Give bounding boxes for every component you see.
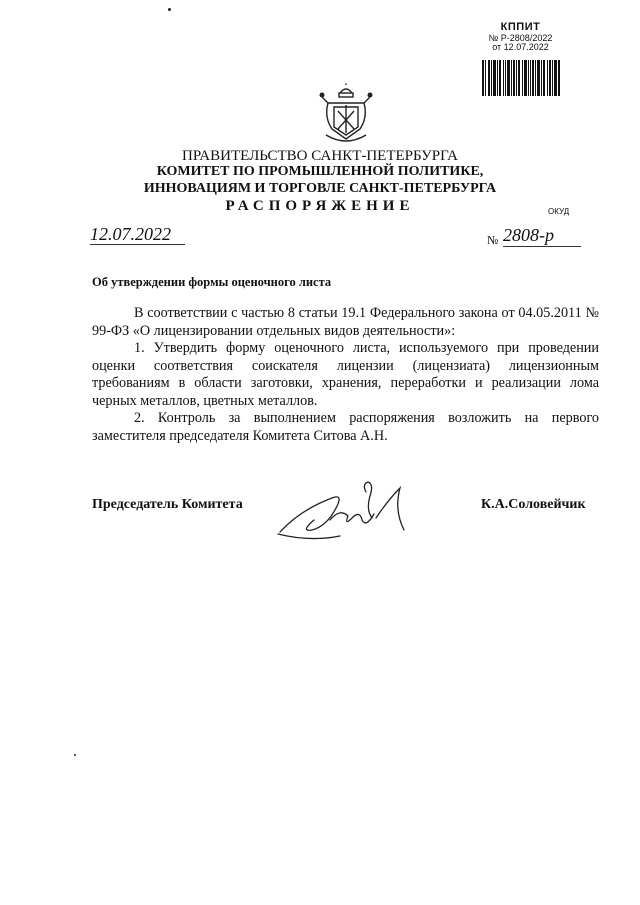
document-body	[92, 305, 599, 445]
stamp-number: № Р-2808/2022	[488, 32, 553, 43]
committee-name-line2: ИННОВАЦИЯМ И ТОРГОВЛЕ САНКТ-ПЕТЕРБУРГА	[143, 181, 497, 196]
signatory-position: Председатель Комитета	[92, 497, 243, 512]
speck-mark	[168, 8, 171, 11]
barcode-icon	[482, 60, 560, 96]
committee-name-line1: КОМИТЕТ ПО ПРОМЫШЛЕННОЙ ПОЛИТИКЕ,	[156, 164, 484, 179]
number-sign: №	[487, 233, 499, 247]
document-number	[487, 225, 597, 248]
city-emblem-icon	[318, 83, 374, 147]
document-type: РАСПОРЯЖЕНИЕ	[225, 198, 415, 214]
stamp-date: от 12.07.2022	[492, 41, 549, 52]
body-paragraph-item-1: 1. Утвердить форму оценочного листа, используемого при проведении оценки соответствия соискателя лицензии (лицензиата) лицензионным требованиям в области заготовки, хранения, переработки и реализации лома черных металлов, цветных металлов.	[92, 340, 599, 409]
stamp-title: КППИТ	[500, 21, 541, 33]
handwritten-signature	[270, 470, 420, 550]
okud-label: ОКУД	[548, 207, 570, 216]
government-name: ПРАВИТЕЛЬСТВО САНКТ-ПЕТЕРБУРГА	[182, 148, 458, 164]
body-paragraph-preamble: В соответствии с частью 8 статьи 19.1 Федерального закона от 04.05.2011 № 99-ФЗ «О лицензировании отдельных видов деятельности»:	[92, 305, 599, 339]
handwritten-date: 12.07.2022	[90, 224, 185, 245]
speck-mark	[74, 754, 76, 756]
body-paragraph-item-2: 2. Контроль за выполнением распоряжения возложить на первого заместителя председателя Комитета Ситова А.Н.	[92, 410, 599, 444]
registration-stamp	[478, 22, 563, 52]
document-subject: Об утверждении формы оценочного листа	[92, 275, 332, 289]
handwritten-number: 2808-р	[503, 224, 581, 247]
signatory-name: К.А.Соловейчик	[481, 497, 586, 512]
